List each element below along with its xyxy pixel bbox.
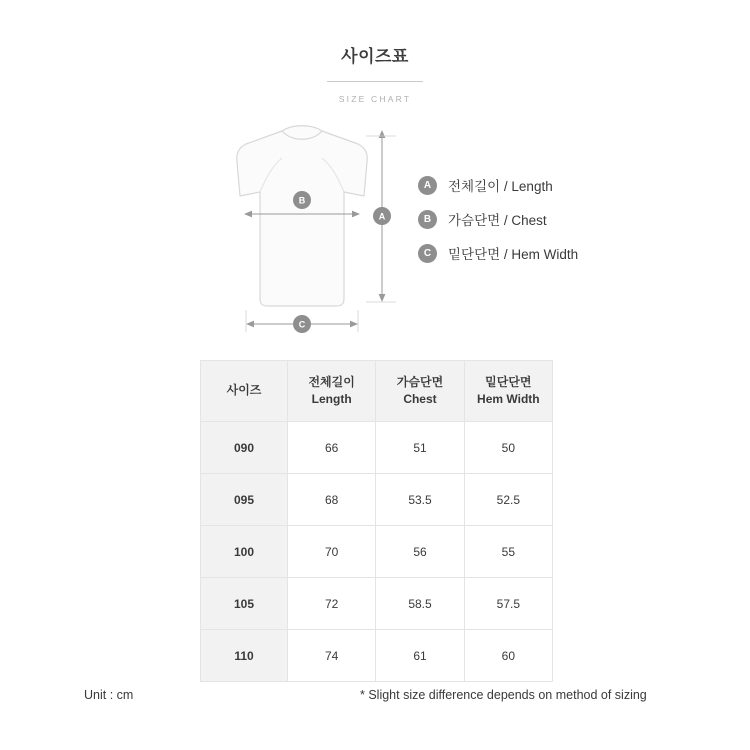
legend-badge-a: A (418, 176, 437, 195)
cell-hem: 50 (464, 422, 552, 474)
header-length-en: Length (311, 392, 352, 406)
cell-length: 72 (288, 578, 376, 630)
header-hem-ko: 밑단단면 (485, 374, 532, 389)
footer (0, 688, 750, 708)
header-hem-en: Hem Width (477, 392, 540, 406)
cell-hem: 57.5 (464, 578, 552, 630)
header-size (201, 361, 288, 422)
cell-hem: 60 (464, 630, 552, 682)
page-header (0, 0, 750, 104)
header-hem (464, 361, 552, 422)
garment-diagram (0, 118, 750, 358)
legend (418, 168, 578, 270)
length-marker-letter: A (378, 211, 386, 222)
table-row (201, 422, 553, 474)
legend-item-hem (418, 236, 578, 270)
cell-hem: 55 (464, 526, 552, 578)
header-chest-en: Chest (403, 392, 437, 406)
page-subtitle: SIZE CHART (338, 94, 412, 104)
legend-item-chest (418, 202, 578, 236)
cell-size: 105 (201, 578, 288, 630)
legend-badge-b: B (418, 210, 437, 229)
cell-chest: 58.5 (376, 578, 464, 630)
size-table (200, 360, 553, 682)
chest-marker-letter: B (298, 195, 306, 206)
header-length (288, 361, 376, 422)
legend-label-chest: 가슴단면 / Chest (448, 213, 547, 228)
page-title: 사이즈표 (341, 47, 409, 66)
table-row (201, 526, 553, 578)
header-length-ko: 전체길이 (308, 374, 355, 389)
cell-chest: 51 (376, 422, 464, 474)
size-table-head (201, 361, 553, 422)
cell-length: 74 (288, 630, 376, 682)
cell-length: 66 (288, 422, 376, 474)
header-chest-ko: 가슴단면 (396, 374, 444, 389)
size-table-body (201, 422, 553, 682)
header-size-ko: 사이즈 (226, 383, 262, 398)
size-table-wrapper (200, 360, 553, 682)
cell-length: 70 (288, 526, 376, 578)
legend-item-length (418, 168, 578, 202)
table-header-row (201, 361, 553, 422)
unit-label: Unit : cm (84, 688, 134, 702)
cell-length: 68 (288, 474, 376, 526)
table-row (201, 578, 553, 630)
cell-chest: 53.5 (376, 474, 464, 526)
cell-hem: 52.5 (464, 474, 552, 526)
cell-size: 090 (201, 422, 288, 474)
cell-size: 110 (201, 630, 288, 682)
cell-chest: 56 (376, 526, 464, 578)
legend-label-length: 전체길이 / Length (448, 179, 553, 194)
legend-label-hem: 밑단단면 / Hem Width (448, 247, 579, 262)
hem-marker-letter: C (298, 319, 306, 330)
title-divider (327, 81, 423, 82)
cell-size: 095 (201, 474, 288, 526)
table-row (201, 474, 553, 526)
cell-chest: 61 (376, 630, 464, 682)
table-row (201, 630, 553, 682)
garment-illustration (0, 118, 750, 358)
header-chest (376, 361, 464, 422)
legend-badge-c: C (418, 244, 437, 263)
cell-size: 100 (201, 526, 288, 578)
sizing-note: * Slight size difference depends on method of sizing (360, 688, 647, 702)
